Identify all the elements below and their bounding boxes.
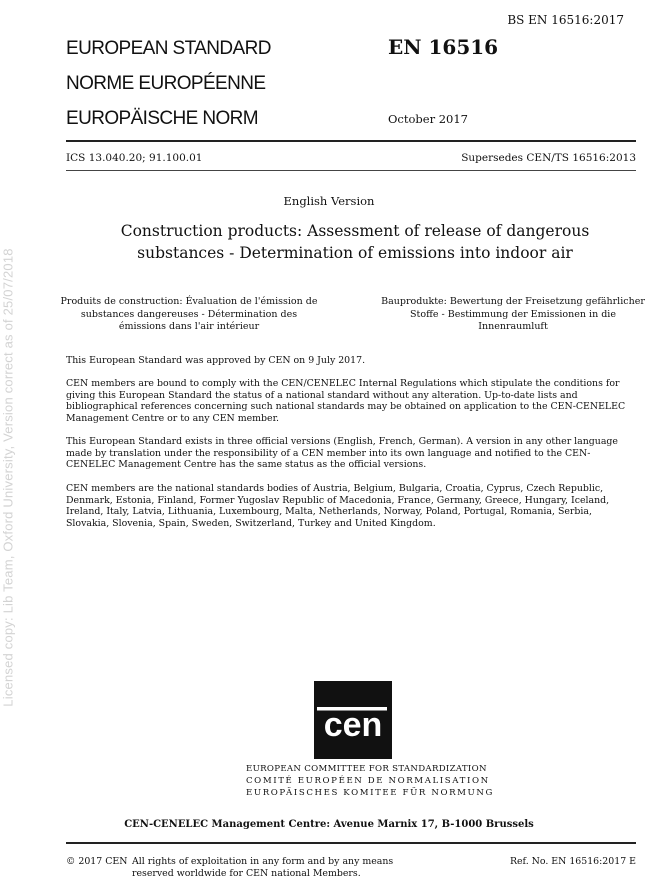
rights-statement: All rights of exploitation in any form and by any means reserved worldwide for CEN national Members.: [132, 856, 394, 879]
header-divider: [66, 140, 636, 142]
committee-name-french: COMITÉ EUROPÉEN DE NORMALISATION: [246, 776, 490, 786]
reference-number: Ref. No. EN 16516:2017 E: [509, 856, 636, 867]
approval-paragraph: This European Standard was approved by CEN on 9 July 2017.: [66, 355, 366, 366]
ics-codes: ICS 13.040.20; 91.100.01: [66, 152, 203, 164]
publication-date: October 2017: [388, 112, 469, 126]
standard-title-french: NORME EUROPÉENNE: [66, 73, 266, 94]
standard-title-german: EUROPÄISCHE NORM: [66, 108, 259, 129]
supersedes-note: Supersedes CEN/TS 16516:2013: [461, 152, 636, 164]
versions-paragraph: This European Standard exists in three official versions (English, French, German). A version in any other language made by translation under the responsibility of a CEN member into its own language and notified to the CEN-CENELEC Management Centre has the same status as the official versions.: [66, 436, 618, 471]
license-watermark: Licensed copy: Lib Team, Oxford University, Version correct as of 25/07/2018: [0, 248, 16, 707]
members-paragraph: CEN members are the national standards bodies of Austria, Belgium, Bulgaria, Croatia, Cyprus, Czech Republic, Denmark, Estonia, Finland, Former Yugoslav Republic of Macedonia, France, Germany, Greece, Hungary, Iceland, Ireland, Italy, Latvia, Lithuania, Luxembourg, Malta, Netherlands, Norway, Poland, Portugal, Romania, Serbia, Slovakia, Slovenia, Spain, Sweden, Switzerland, Turkey and United Kingdom.: [66, 483, 610, 529]
en-number: EN 16516: [388, 35, 499, 59]
copyright: © 2017 CEN: [66, 856, 128, 867]
committee-names: [246, 763, 494, 799]
bs-number: BS EN 16516:2017: [507, 13, 624, 27]
cen-logo-icon: [314, 681, 392, 759]
cen-logo-text: cen: [323, 706, 383, 744]
footer-divider: [66, 842, 636, 844]
title-french: Produits de construction: Évaluation de l'émission de substances dangereuses - Détermination des émissions dans l'air intérieur: [60, 296, 318, 332]
management-centre-address: CEN-CENELEC Management Centre: Avenue Marnix 17, B-1000 Brussels: [124, 819, 534, 830]
standard-title-english: EUROPEAN STANDARD: [66, 38, 271, 59]
english-version-label: English Version: [283, 194, 375, 208]
compliance-paragraph: CEN members are bound to comply with the CEN/CENELEC Internal Regulations which stipulate the conditions for giving this European Standard the status of a national standard without any alteration. Up-to-date lists and bibliographical references concerning such national standards may be obtained on application to the CEN-CENELEC Management Centre or to any CEN member.: [66, 378, 626, 424]
title-german: Bauprodukte: Bewertung der Freisetzung gefährlicher Stoffe - Bestimmung der Emissionen in die Innenraumluft: [381, 296, 645, 332]
committee-name-german: EUROPÄISCHES KOMITEE FÜR NORMUNG: [246, 788, 494, 798]
document-title: Construction products: Assessment of release of dangerous substances - Determination of emissions into indoor air: [120, 222, 590, 262]
meta-divider: [66, 170, 636, 171]
committee-name-english: EUROPEAN COMMITTEE FOR STANDARDIZATION: [246, 764, 487, 774]
